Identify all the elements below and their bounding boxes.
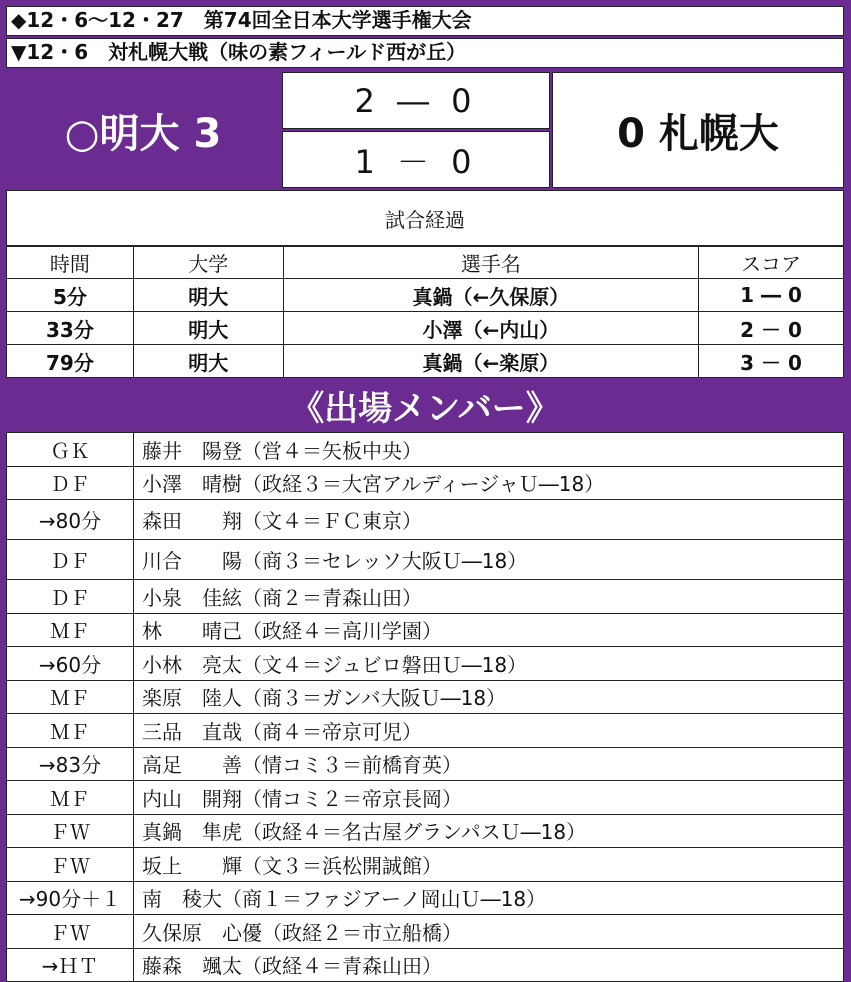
goal-player: 小澤（←内山） bbox=[283, 312, 699, 345]
member-position: →60分 bbox=[7, 647, 134, 681]
table-row bbox=[7, 647, 844, 681]
home-team-score: ○明大 3 bbox=[6, 72, 280, 188]
member-name: 藤森 颯太（政経４＝青森山田） bbox=[134, 948, 844, 982]
member-position: ＭＦ bbox=[7, 613, 134, 647]
table-row bbox=[7, 814, 844, 848]
table-row bbox=[7, 714, 844, 748]
table-row bbox=[7, 312, 844, 345]
header-player: 選手名 bbox=[283, 247, 699, 279]
table-row bbox=[7, 680, 844, 714]
member-position: ＤＦ bbox=[7, 580, 134, 614]
table-row bbox=[7, 345, 844, 378]
table-row bbox=[7, 613, 844, 647]
table-row bbox=[7, 948, 844, 982]
member-position: →90分＋１ bbox=[7, 881, 134, 915]
header-time: 時間 bbox=[7, 247, 134, 279]
goal-time: 33分 bbox=[7, 312, 134, 345]
member-name: 高足 善（情コミ３＝前橋育英） bbox=[134, 747, 844, 781]
goal-univ: 明大 bbox=[133, 312, 283, 345]
table-row bbox=[7, 747, 844, 781]
goal-time: 79分 bbox=[7, 345, 134, 378]
member-name: 森田 翔（文４＝ＦＣ東京） bbox=[134, 500, 844, 540]
header-univ: 大学 bbox=[133, 247, 283, 279]
member-position: ＭＦ bbox=[7, 714, 134, 748]
table-row bbox=[7, 848, 844, 882]
goal-score: 2 － 0 bbox=[699, 312, 844, 345]
progress-title: 試合経過 bbox=[6, 190, 844, 246]
member-position: ＭＦ bbox=[7, 680, 134, 714]
table-row bbox=[7, 580, 844, 614]
goals-table bbox=[6, 246, 844, 378]
member-position: →ＨＴ bbox=[7, 948, 134, 982]
members-title: 《出場メンバー》 bbox=[290, 388, 560, 429]
member-position: →80分 bbox=[7, 500, 134, 540]
member-position: ＤＦ bbox=[7, 540, 134, 580]
member-name: 小林 亮太（文４＝ジュビロ磐田Ｕ―18） bbox=[134, 647, 844, 681]
match-info: ▼12・6 対札幌大戦（味の素フィールド西が丘） bbox=[6, 38, 844, 68]
member-position: →83分 bbox=[7, 747, 134, 781]
member-name: 久保原 心優（政経２＝市立船橋） bbox=[134, 915, 844, 949]
member-position: ＦＷ bbox=[7, 915, 134, 949]
member-name: 川合 陽（商３＝セレッソ大阪Ｕ―18） bbox=[134, 540, 844, 580]
member-name: 藤井 陽登（営４＝矢板中央） bbox=[134, 433, 844, 467]
goal-univ: 明大 bbox=[133, 279, 283, 312]
first-half-score: 2 ― 0 bbox=[282, 72, 550, 129]
member-position: ＦＷ bbox=[7, 848, 134, 882]
member-position: ＦＷ bbox=[7, 814, 134, 848]
goal-player: 真鍋（←久保原） bbox=[283, 279, 699, 312]
member-name: 内山 開翔（情コミ２＝帝京長岡） bbox=[134, 781, 844, 815]
member-position: ＧＫ bbox=[7, 433, 134, 467]
table-row bbox=[7, 433, 844, 467]
scoreboard bbox=[6, 72, 844, 188]
table-row bbox=[7, 466, 844, 500]
table-row bbox=[7, 279, 844, 312]
member-name: 真鍋 隼虎（政経４＝名古屋グランパスＵ―18） bbox=[134, 814, 844, 848]
member-name: 楽原 陸人（商３＝ガンバ大阪Ｕ―18） bbox=[134, 680, 844, 714]
table-row bbox=[7, 781, 844, 815]
member-name: 小澤 晴樹（政経３＝大宮アルディージャＵ―18） bbox=[134, 466, 844, 500]
header-score: スコア bbox=[699, 247, 844, 279]
member-name: 坂上 輝（文３＝浜松開誠館） bbox=[134, 848, 844, 882]
away-team-score: 0 札幌大 bbox=[552, 72, 844, 188]
goal-player: 真鍋（←楽原） bbox=[283, 345, 699, 378]
table-row bbox=[7, 500, 844, 540]
member-name: 小泉 佳絃（商２＝青森山田） bbox=[134, 580, 844, 614]
goal-univ: 明大 bbox=[133, 345, 283, 378]
member-position: ＤＦ bbox=[7, 466, 134, 500]
table-row bbox=[7, 540, 844, 580]
members-table bbox=[6, 432, 844, 982]
table-row bbox=[7, 881, 844, 915]
second-half-score: 1 － 0 bbox=[282, 131, 550, 188]
goal-time: 5分 bbox=[7, 279, 134, 312]
table-row bbox=[7, 915, 844, 949]
goal-score: 3 － 0 bbox=[699, 345, 844, 378]
member-name: 三品 直哉（商４＝帝京可児） bbox=[134, 714, 844, 748]
member-position: ＭＦ bbox=[7, 781, 134, 815]
member-name: 南 稜大（商１＝ファジアーノ岡山Ｕ―18） bbox=[134, 881, 844, 915]
goals-header-row bbox=[7, 247, 844, 279]
member-name: 林 晴己（政経４＝高川学園） bbox=[134, 613, 844, 647]
tournament-title: ◆12・6～12・27 第74回全日本大学選手権大会 bbox=[6, 6, 844, 36]
result-card bbox=[6, 6, 844, 978]
goal-score: 1 ― 0 bbox=[699, 279, 844, 312]
